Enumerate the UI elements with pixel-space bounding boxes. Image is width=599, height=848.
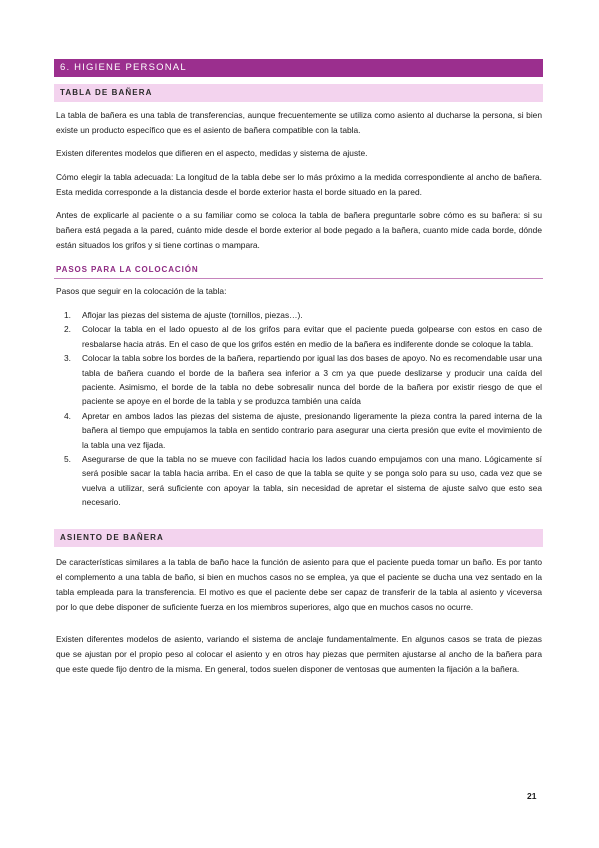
step-text: Colocar la tabla sobre los bordes de la bañera, repartiendo por igual las dos bases de apoyo. No es recomendable usar una tabla de bañera cuando el borde de la bañera sea inferior a 3 cm ya que puede deslizarse y producir una caída del paciente. Asimismo, el borde de la tabla no debe sobresalir nunca del borde de la bañera por existir riesgo de que el paciente se apoye en el borde de la tabla y se produzca también una caída bbox=[82, 353, 542, 407]
step-text: Colocar la tabla en el lado opuesto al de los grifos para evitar que el paciente pueda golpearse con estos en caso de resbalarse hacia atrás. En el caso de que los grifos estén en medio de la bañera es indiferente donde se coloque la tabla. bbox=[82, 324, 542, 349]
step-item bbox=[56, 351, 542, 409]
page-number: 21 bbox=[527, 791, 537, 801]
step-number: 2. bbox=[64, 324, 71, 335]
step-item bbox=[56, 452, 542, 510]
asiento-paragraph-1: De características similares a la tabla de baño hace la función de asiento para que el paciente pueda tomar un baño. Es por tanto el complemento a una tabla de baño, si bien en muchos casos no se emplea, ya que el paciente se ducha una vez sentado en la tabla empleada para la transferencia. El motivo es que el paciente debe ser capaz de transferir de la tabla al asiento y viceversa por lo que debe disponer de suficiente fuerza en los miembros superiores, algo que en muchos casos no ocurre. bbox=[56, 557, 542, 612]
steps-list bbox=[56, 308, 542, 510]
tabla-paragraph-4: Antes de explicarle al paciente o a su familiar como se coloca la tabla de bañera preguntarle sobre cómo es su bañera: si su bañera está pegada a la pared, cuánto mide desde el borde exterior al bode pegado a la bañera, cuanto mide cada borde, dónde están situados los grifos y si tiene cortinas o mampara. bbox=[56, 210, 542, 250]
step-text: Apretar en ambos lados las piezas del sistema de ajuste, presionando ligeramente la pieza contra la pared interna de la bañera al tiempo que empujamos la tabla en sentido contrario para asegurar una cierta presión que evite el movimiento de la tabla una vez fijada. bbox=[82, 410, 542, 450]
asiento-heading: ASIENTO DE BAÑERA bbox=[54, 529, 543, 547]
section-title: 6. HIGIENE PERSONAL bbox=[54, 59, 543, 77]
step-item bbox=[56, 322, 542, 351]
step-number: 4. bbox=[64, 410, 71, 421]
step-number: 5. bbox=[64, 454, 71, 465]
tabla-heading: TABLA DE BAÑERA bbox=[54, 84, 543, 102]
step-item bbox=[56, 308, 542, 322]
tabla-paragraph-1: La tabla de bañera es una tabla de transferencias, aunque frecuentemente se utiliza como asiento al ducharse la persona, si bien existe un producto específico que es el asiento de bañera compatible con la tabla. bbox=[56, 110, 542, 135]
step-number: 3. bbox=[64, 353, 71, 364]
pasos-heading: PASOS PARA LA COLOCACIÓN bbox=[56, 265, 199, 274]
asiento-paragraph-2: Existen diferentes modelos de asiento, variando el sistema de anclaje fundamentalmente. En algunos casos se trata de piezas que se ajustan por el propio peso al colocar el asiento y en otros hay piezas que permiten ajustarse al ancho de la bañera para que este quede fijo dentro de la misma. En general, todos suelen disponer de ventosas que aumenten la fijación a la bañera. bbox=[56, 634, 542, 674]
pasos-divider bbox=[54, 278, 543, 279]
step-text: Asegurarse de que la tabla no se mueve con facilidad hacia los lados cuando empujamos con una mano. Lógicamente sí será posible sacar la tabla hacia arriba. En el caso de que la tabla se quite y se ponga solo para su uso, cada vez que se vuelva a utilizar, será suficiente con apoyar la tabla, sin necesidad de apretar el sistema de ajuste salvo que esto sea necesario. bbox=[82, 454, 542, 508]
tabla-paragraph-2: Existen diferentes modelos que difieren en el aspecto, medidas y sistema de ajuste. bbox=[56, 148, 368, 158]
pasos-intro: Pasos que seguir en la colocación de la tabla: bbox=[56, 286, 227, 296]
step-text: Aflojar las piezas del sistema de ajuste (tornillos, piezas…). bbox=[82, 310, 303, 320]
step-number: 1. bbox=[64, 310, 71, 320]
step-item bbox=[56, 409, 542, 452]
tabla-paragraph-3: Cómo elegir la tabla adecuada: La longitud de la tabla debe ser lo más próximo a la medida correspondiente al ancho de bañera. Esta medida corresponde a la distancia desde el borde exterior hasta el borde situado en la pared. bbox=[56, 172, 542, 197]
